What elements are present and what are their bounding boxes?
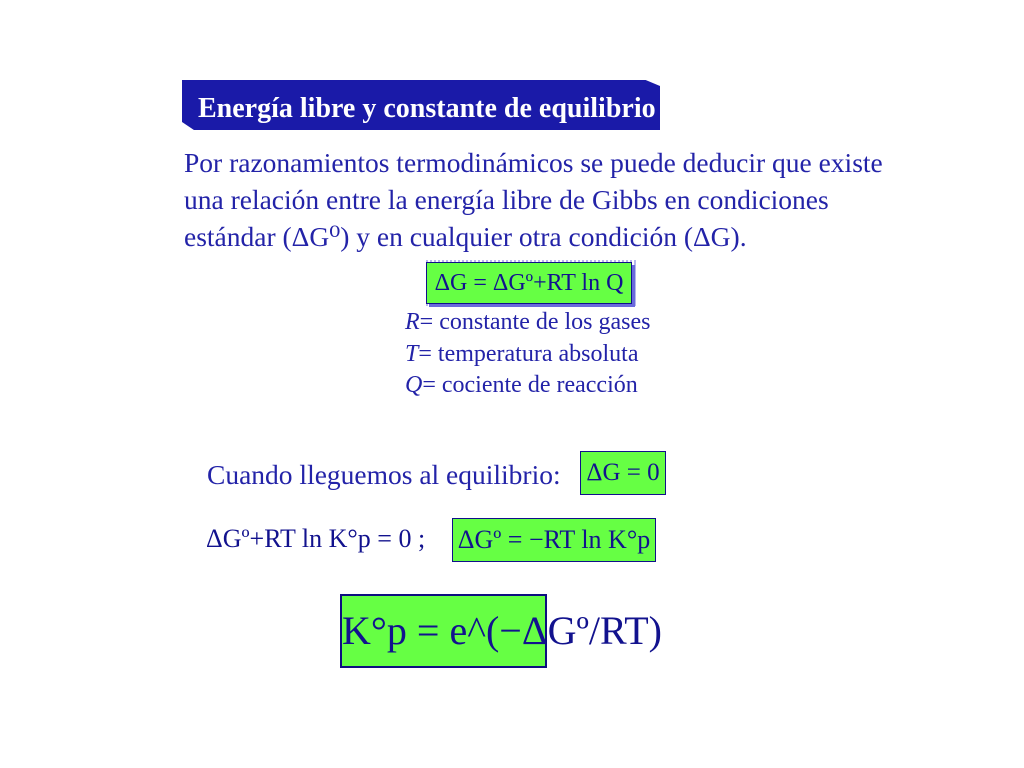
definition-text: = temperatura absoluta: [418, 340, 639, 367]
definition-item: [405, 370, 650, 402]
slide-title: Energía libre y constante de equilibrio: [198, 93, 656, 124]
definition-text: = cociente de reacción: [422, 372, 638, 398]
intro-line: estándar (ΔG⁰) y en cualquier otra condición (ΔG).: [184, 221, 747, 252]
intro-line: Por razonamientos termodinámicos se puede deducir que existe: [184, 147, 883, 178]
definition-item: [405, 339, 650, 371]
definition-symbol: R: [405, 309, 420, 335]
equilibrium-text: Cuando lleguemos al equilibrio:: [207, 459, 561, 490]
equation-sum: ΔGº+RT ln K°p = 0 ;: [206, 524, 426, 553]
definition-symbol: T: [405, 340, 419, 367]
deltaG0-equation-box: ΔGº = −RT ln K°p: [452, 518, 656, 562]
definition-symbol: Q: [405, 372, 423, 398]
gibbs-equation-box: ΔG = ΔGº+RT ln Q: [426, 262, 632, 304]
intro-paragraph: [184, 144, 944, 255]
intro-line: una relación entre la energía libre de Gibbs en condiciones: [184, 184, 829, 215]
definition-text: = constante de los gases: [419, 309, 651, 335]
equilibrium-constant-box: K°p = e^(−ΔGº/RT): [340, 594, 547, 668]
definitions-list: [405, 307, 650, 402]
definition-item: [405, 307, 650, 339]
equilibrium-condition-box: ΔG = 0: [580, 451, 666, 495]
